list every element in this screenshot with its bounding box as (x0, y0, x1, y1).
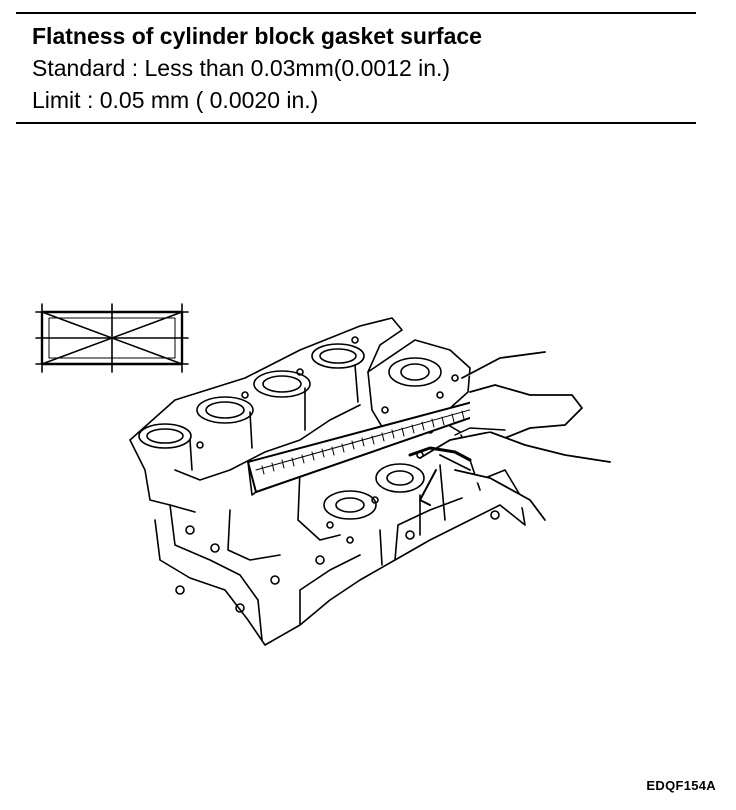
engine-block-illustration (0, 130, 736, 770)
spec-title: Flatness of cylinder block gasket surface (32, 23, 482, 49)
spec-block (32, 20, 482, 116)
spec-limit: Limit : 0.05 mm ( 0.0020 in.) (32, 87, 319, 113)
cylinder-block (130, 318, 525, 645)
spec-standard: Standard : Less than 0.03mm(0.0012 in.) (32, 55, 451, 81)
top-rule (16, 12, 696, 14)
bottom-rule (16, 122, 696, 124)
measurement-pattern-diagram (36, 304, 188, 372)
figure-code: EDQF154A (646, 778, 716, 793)
hands (420, 352, 610, 520)
